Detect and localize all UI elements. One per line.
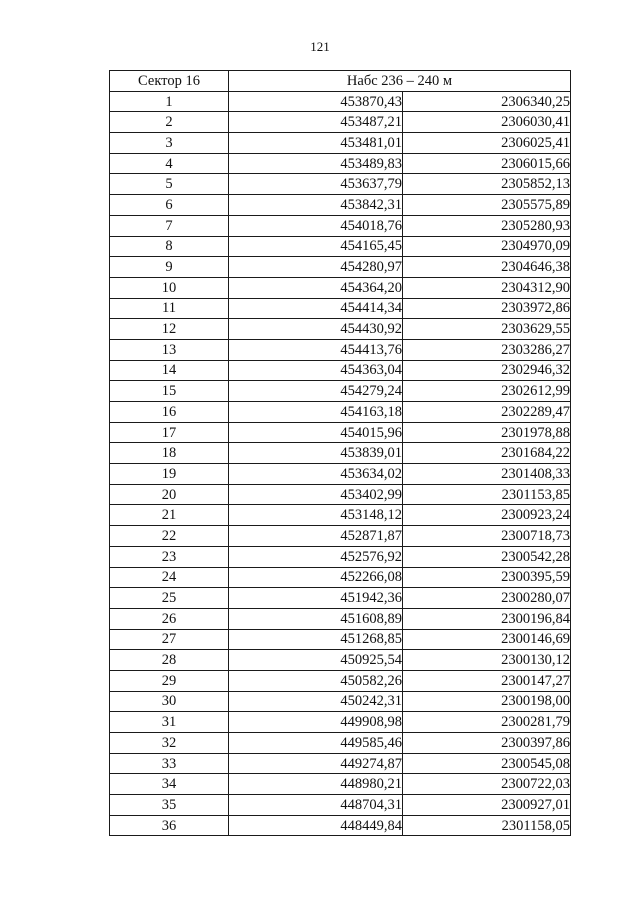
table-row — [110, 629, 571, 650]
y-coordinate-cell: 2304970,09 — [403, 236, 571, 257]
y-coordinate-cell: 2302289,47 — [403, 402, 571, 423]
x-coordinate-cell: 454430,92 — [229, 319, 403, 340]
table-row — [110, 174, 571, 195]
table-row — [110, 733, 571, 754]
row-number-cell: 13 — [110, 339, 229, 360]
row-number-cell: 21 — [110, 505, 229, 526]
row-number-cell: 3 — [110, 133, 229, 154]
x-coordinate-cell: 452576,92 — [229, 546, 403, 567]
x-coordinate-cell: 454015,96 — [229, 422, 403, 443]
x-coordinate-cell: 454163,18 — [229, 402, 403, 423]
y-coordinate-cell: 2301684,22 — [403, 443, 571, 464]
y-coordinate-cell: 2300542,28 — [403, 546, 571, 567]
y-coordinate-cell: 2300545,08 — [403, 753, 571, 774]
x-coordinate-cell: 454018,76 — [229, 215, 403, 236]
row-number-cell: 15 — [110, 381, 229, 402]
table-row — [110, 712, 571, 733]
table-row — [110, 402, 571, 423]
x-coordinate-cell: 453489,83 — [229, 153, 403, 174]
table-row — [110, 339, 571, 360]
coordinates-table — [109, 70, 571, 836]
y-coordinate-cell: 2300397,86 — [403, 733, 571, 754]
y-coordinate-cell: 2303629,55 — [403, 319, 571, 340]
row-number-cell: 5 — [110, 174, 229, 195]
x-coordinate-cell: 451942,36 — [229, 588, 403, 609]
y-coordinate-cell: 2301158,05 — [403, 815, 571, 836]
table-row — [110, 753, 571, 774]
table-row — [110, 774, 571, 795]
y-coordinate-cell: 2301408,33 — [403, 464, 571, 485]
x-coordinate-cell: 454279,24 — [229, 381, 403, 402]
x-coordinate-cell: 450242,31 — [229, 691, 403, 712]
y-coordinate-cell: 2302946,32 — [403, 360, 571, 381]
table-row — [110, 484, 571, 505]
page-number: 121 — [310, 39, 330, 54]
x-coordinate-cell: 454165,45 — [229, 236, 403, 257]
row-number-cell: 25 — [110, 588, 229, 609]
table-row — [110, 443, 571, 464]
x-coordinate-cell: 453637,79 — [229, 174, 403, 195]
table-body — [110, 91, 571, 836]
row-number-cell: 9 — [110, 257, 229, 278]
y-coordinate-cell: 2306025,41 — [403, 133, 571, 154]
row-number-cell: 18 — [110, 443, 229, 464]
y-coordinate-cell: 2306340,25 — [403, 91, 571, 112]
x-coordinate-cell: 454364,20 — [229, 277, 403, 298]
x-coordinate-cell: 452266,08 — [229, 567, 403, 588]
y-coordinate-cell: 2300927,01 — [403, 795, 571, 816]
y-coordinate-cell: 2306030,41 — [403, 112, 571, 133]
table-row — [110, 381, 571, 402]
y-coordinate-cell: 2303972,86 — [403, 298, 571, 319]
y-coordinate-cell: 2301153,85 — [403, 484, 571, 505]
y-coordinate-cell: 2302612,99 — [403, 381, 571, 402]
row-number-cell: 16 — [110, 402, 229, 423]
row-number-cell: 17 — [110, 422, 229, 443]
x-coordinate-cell: 453402,99 — [229, 484, 403, 505]
row-number-cell: 29 — [110, 670, 229, 691]
row-number-cell: 12 — [110, 319, 229, 340]
table-row — [110, 236, 571, 257]
row-number-cell: 8 — [110, 236, 229, 257]
header-sector: Сектор 16 — [110, 71, 229, 92]
x-coordinate-cell: 453839,01 — [229, 443, 403, 464]
x-coordinate-cell: 454414,34 — [229, 298, 403, 319]
y-coordinate-cell: 2300281,79 — [403, 712, 571, 733]
row-number-cell: 10 — [110, 277, 229, 298]
y-coordinate-cell: 2300923,24 — [403, 505, 571, 526]
y-coordinate-cell: 2300146,69 — [403, 629, 571, 650]
table-row — [110, 319, 571, 340]
x-coordinate-cell: 453842,31 — [229, 195, 403, 216]
row-number-cell: 7 — [110, 215, 229, 236]
y-coordinate-cell: 2304312,90 — [403, 277, 571, 298]
y-coordinate-cell: 2300722,03 — [403, 774, 571, 795]
table-row — [110, 505, 571, 526]
table-row — [110, 670, 571, 691]
row-number-cell: 22 — [110, 526, 229, 547]
table-row — [110, 815, 571, 836]
row-number-cell: 19 — [110, 464, 229, 485]
x-coordinate-cell: 450582,26 — [229, 670, 403, 691]
row-number-cell: 32 — [110, 733, 229, 754]
table-row — [110, 112, 571, 133]
row-number-cell: 28 — [110, 650, 229, 671]
y-coordinate-cell: 2300196,84 — [403, 608, 571, 629]
y-coordinate-cell: 2300718,73 — [403, 526, 571, 547]
x-coordinate-cell: 452871,87 — [229, 526, 403, 547]
x-coordinate-cell: 453148,12 — [229, 505, 403, 526]
table-row — [110, 546, 571, 567]
x-coordinate-cell: 448449,84 — [229, 815, 403, 836]
y-coordinate-cell: 2305280,93 — [403, 215, 571, 236]
table-row — [110, 691, 571, 712]
header-values: Набс 236 – 240 м — [229, 71, 571, 92]
row-number-cell: 34 — [110, 774, 229, 795]
row-number-cell: 14 — [110, 360, 229, 381]
y-coordinate-cell: 2300198,00 — [403, 691, 571, 712]
row-number-cell: 11 — [110, 298, 229, 319]
x-coordinate-cell: 453870,43 — [229, 91, 403, 112]
row-number-cell: 31 — [110, 712, 229, 733]
x-coordinate-cell: 449274,87 — [229, 753, 403, 774]
y-coordinate-cell: 2300280,07 — [403, 588, 571, 609]
x-coordinate-cell: 453487,21 — [229, 112, 403, 133]
x-coordinate-cell: 454280,97 — [229, 257, 403, 278]
y-coordinate-cell: 2304646,38 — [403, 257, 571, 278]
table-header-row — [110, 71, 571, 92]
table-row — [110, 422, 571, 443]
row-number-cell: 6 — [110, 195, 229, 216]
x-coordinate-cell: 453481,01 — [229, 133, 403, 154]
y-coordinate-cell: 2305575,89 — [403, 195, 571, 216]
row-number-cell: 2 — [110, 112, 229, 133]
x-coordinate-cell: 449585,46 — [229, 733, 403, 754]
x-coordinate-cell: 451268,85 — [229, 629, 403, 650]
y-coordinate-cell: 2303286,27 — [403, 339, 571, 360]
y-coordinate-cell: 2305852,13 — [403, 174, 571, 195]
row-number-cell: 4 — [110, 153, 229, 174]
row-number-cell: 24 — [110, 567, 229, 588]
table-row — [110, 257, 571, 278]
table-row — [110, 133, 571, 154]
table-row — [110, 588, 571, 609]
x-coordinate-cell: 449908,98 — [229, 712, 403, 733]
table-row — [110, 795, 571, 816]
table-row — [110, 360, 571, 381]
table-row — [110, 567, 571, 588]
table-row — [110, 277, 571, 298]
row-number-cell: 20 — [110, 484, 229, 505]
x-coordinate-cell: 450925,54 — [229, 650, 403, 671]
y-coordinate-cell: 2300147,27 — [403, 670, 571, 691]
table-row — [110, 91, 571, 112]
x-coordinate-cell: 448704,31 — [229, 795, 403, 816]
x-coordinate-cell: 453634,02 — [229, 464, 403, 485]
table-row — [110, 608, 571, 629]
y-coordinate-cell: 2301978,88 — [403, 422, 571, 443]
table-row — [110, 298, 571, 319]
table-row — [110, 650, 571, 671]
table-row — [110, 153, 571, 174]
row-number-cell: 36 — [110, 815, 229, 836]
row-number-cell: 35 — [110, 795, 229, 816]
table-row — [110, 195, 571, 216]
y-coordinate-cell: 2306015,66 — [403, 153, 571, 174]
row-number-cell: 26 — [110, 608, 229, 629]
table-row — [110, 464, 571, 485]
row-number-cell: 30 — [110, 691, 229, 712]
x-coordinate-cell: 454413,76 — [229, 339, 403, 360]
table-row — [110, 526, 571, 547]
table-row — [110, 215, 571, 236]
x-coordinate-cell: 448980,21 — [229, 774, 403, 795]
row-number-cell: 33 — [110, 753, 229, 774]
y-coordinate-cell: 2300395,59 — [403, 567, 571, 588]
x-coordinate-cell: 454363,04 — [229, 360, 403, 381]
x-coordinate-cell: 451608,89 — [229, 608, 403, 629]
y-coordinate-cell: 2300130,12 — [403, 650, 571, 671]
row-number-cell: 23 — [110, 546, 229, 567]
row-number-cell: 27 — [110, 629, 229, 650]
row-number-cell: 1 — [110, 91, 229, 112]
